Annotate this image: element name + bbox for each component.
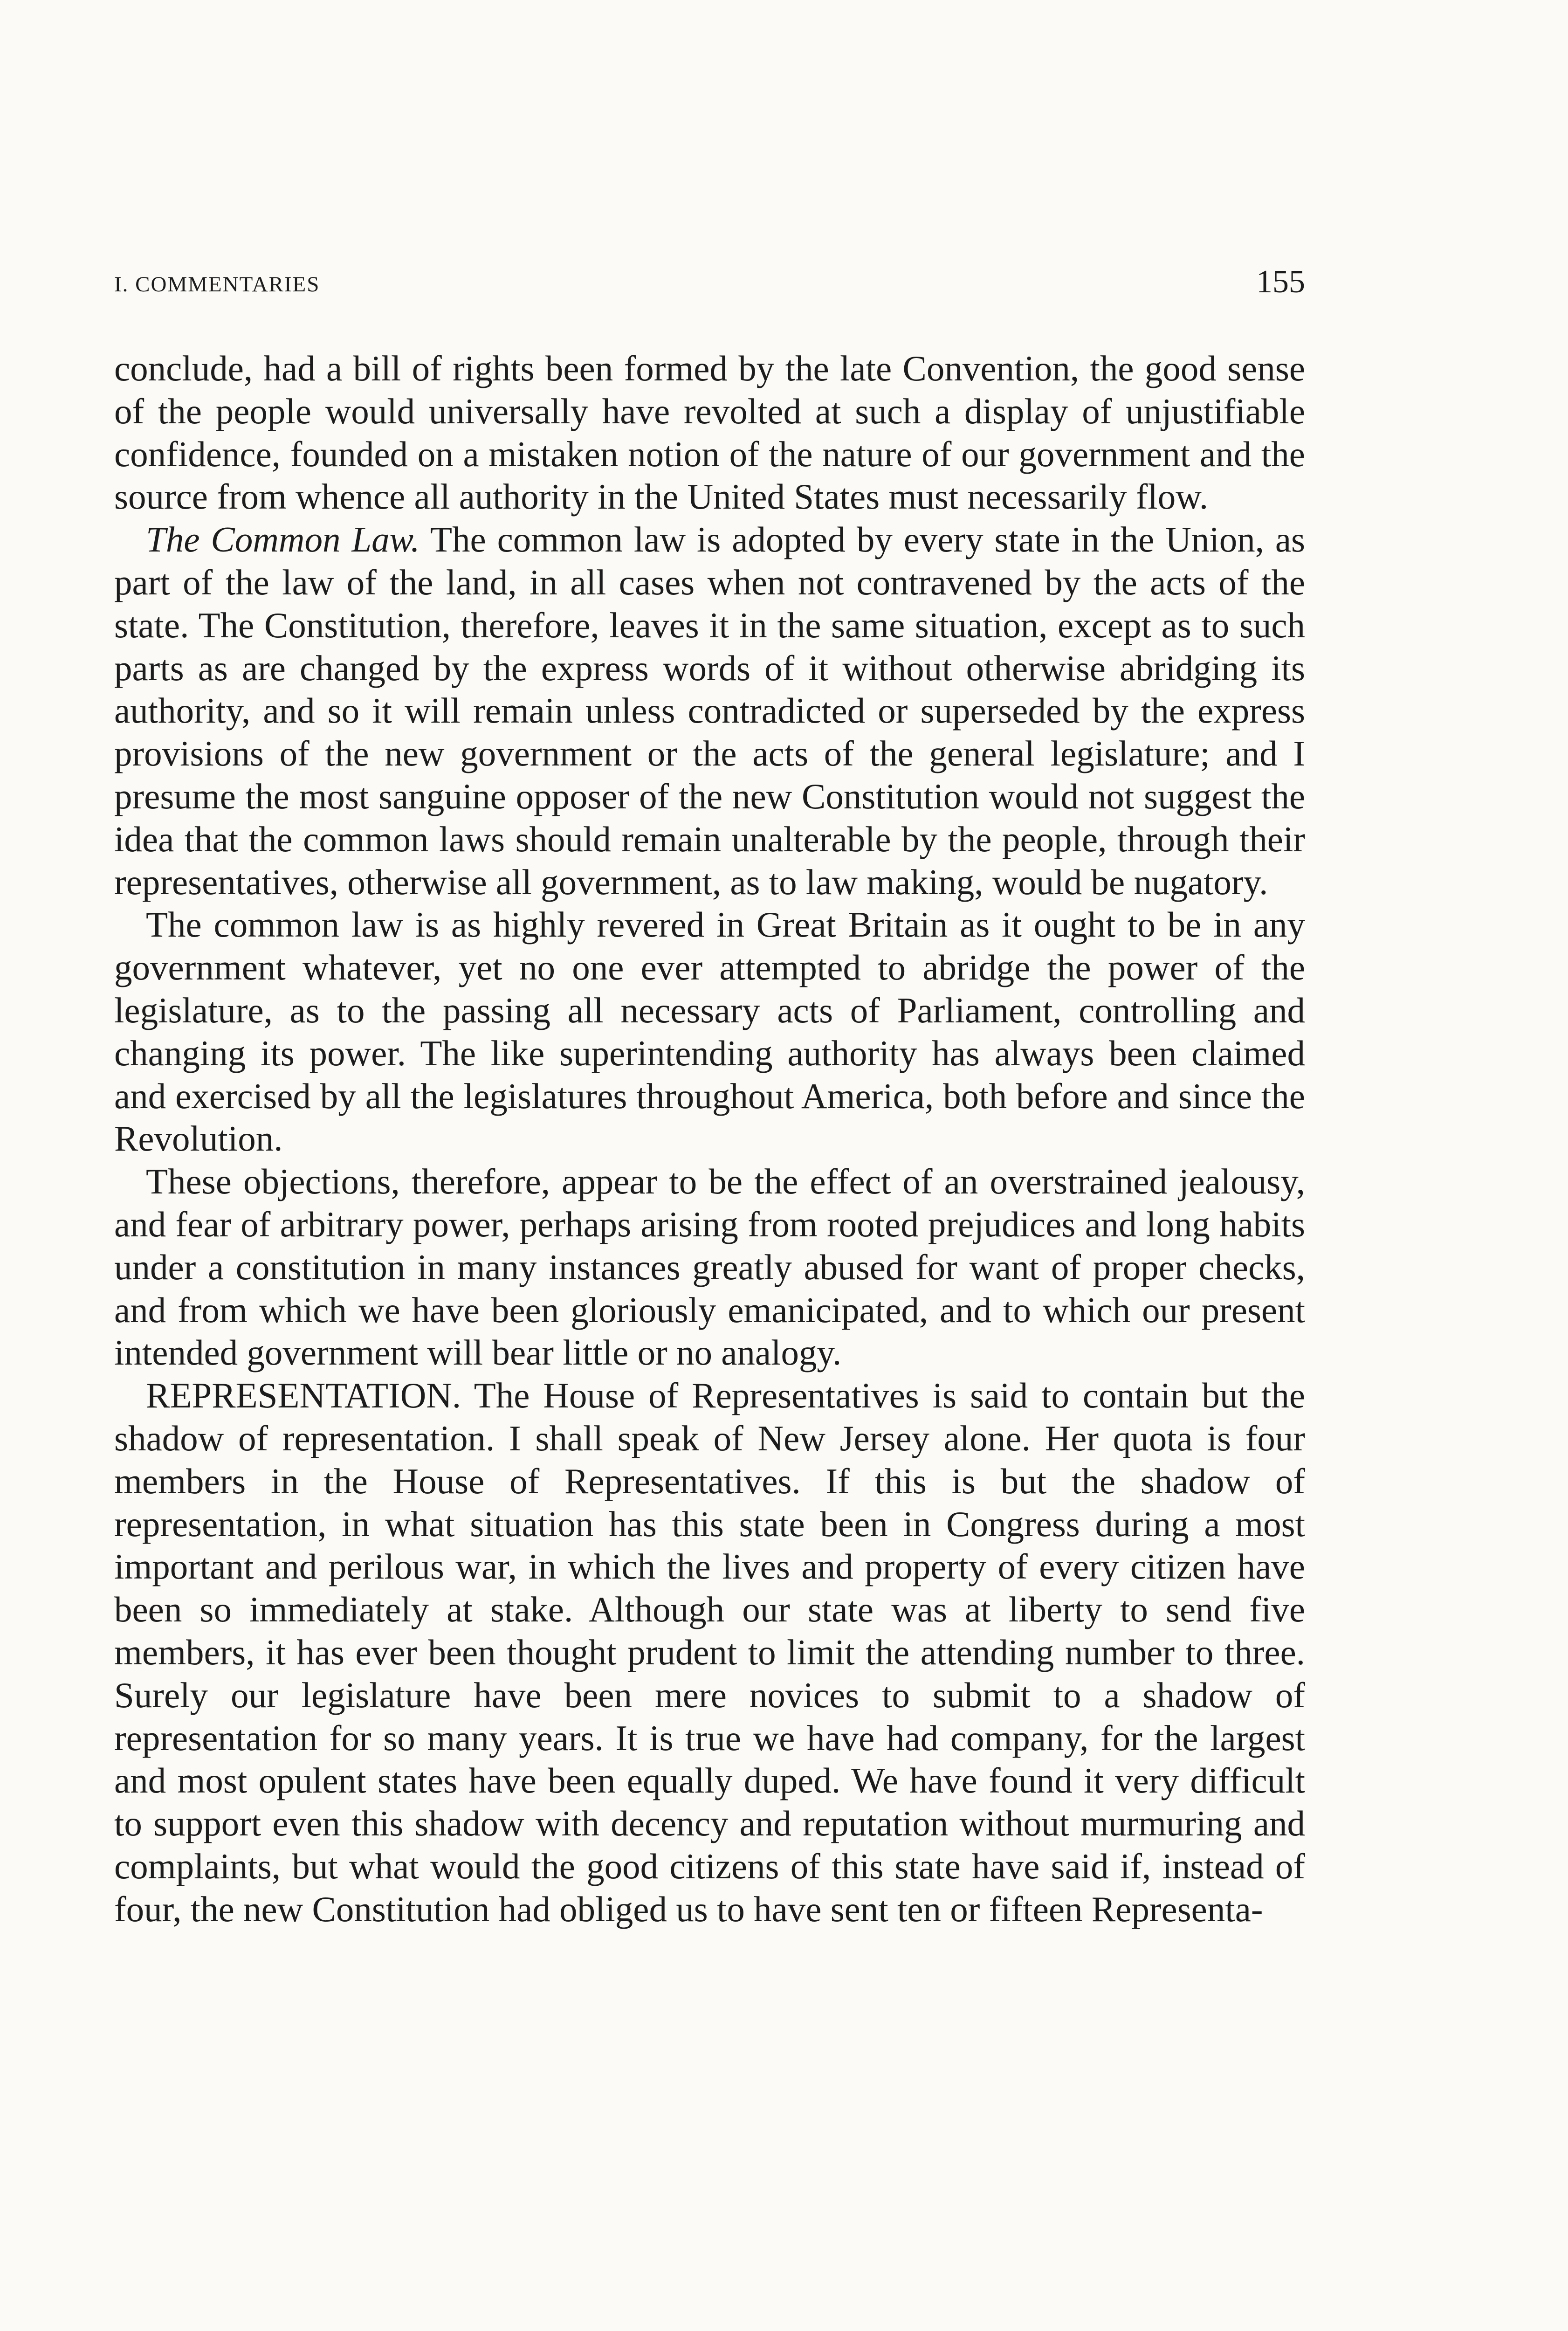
paragraph-3: The common law is as highly revered in Great Britain as it ought to be in any government whatever, yet no one ever attempted to abridge the power of the legislature, as to the passing all necessary acts of Parliament, controlling and changing its power. The like superintending authority has always been claimed and exercised by all the legislatures throughout America, both before and since the Revolution. <box>114 904 1305 1159</box>
paragraph-2 <box>114 518 1305 903</box>
running-head <box>114 264 1305 300</box>
body-text <box>114 347 1305 1931</box>
paragraph-4: These objections, therefore, appear to be the effect of an overstrained jealousy, and fear of arbitrary power, perhaps arising from rooted prejudices and long habits under a constitution in many instances greatly abused for want of proper checks, and from which we have been gloriously emanicipated, and to which our present intended government will bear little or no analogy. <box>114 1161 1305 1373</box>
common-law-heading: The Common Law. <box>146 519 420 560</box>
paragraph-2-text: The common law is adopted by every state in the Union, as part of the law of the land, in all cases when not contravened by the acts of the state. The Constitution, therefore, leaves it in the same situation, except as to such parts as are changed by the express words of it without otherwise abridging its authority, and so it will remain unless contradicted or superseded by the express provisions of the new government or the acts of the general legislature; and I presume the most sanguine opposer of the new Constitution would not suggest the idea that the common laws should remain unalterable by the people, through their representatives, otherwise all government, as to law making, would be nugatory. <box>114 519 1305 902</box>
paragraph-5: REPRESENTATION. The House of Representatives is said to contain but the shadow of representation. I shall speak of New Jersey alone. Her quota is four members in the House of Representatives. If this is but the shadow of representation, in what situation has this state been in Congress during a most important and perilous war, in which the lives and property of every citizen have been so immediately at stake. Although our state was at liberty to send five members, it has ever been thought prudent to limit the attending number to three. Surely our legislature have been mere novices to submit to a shadow of representation for so many years. It is true we have had company, for the largest and most opulent states have been equally duped. We have found it very difficult to support even this shadow with decency and reputation without murmuring and complaints, but what would the good citizens of this state have said if, instead of four, the new Constitution had obliged us to have sent ten or fifteen Representa- <box>114 1375 1305 1929</box>
section-label: I. COMMENTARIES <box>114 272 320 297</box>
paragraph-1: conclude, had a bill of rights been formed by the late Convention, the good sense of the people would universally have revolted at such a display of unjustifiable confidence, founded on a mistaken notion of the nature of our government and the source from whence all authority in the United States must necessarily flow. <box>114 348 1305 517</box>
page-number: 155 <box>1256 264 1305 300</box>
